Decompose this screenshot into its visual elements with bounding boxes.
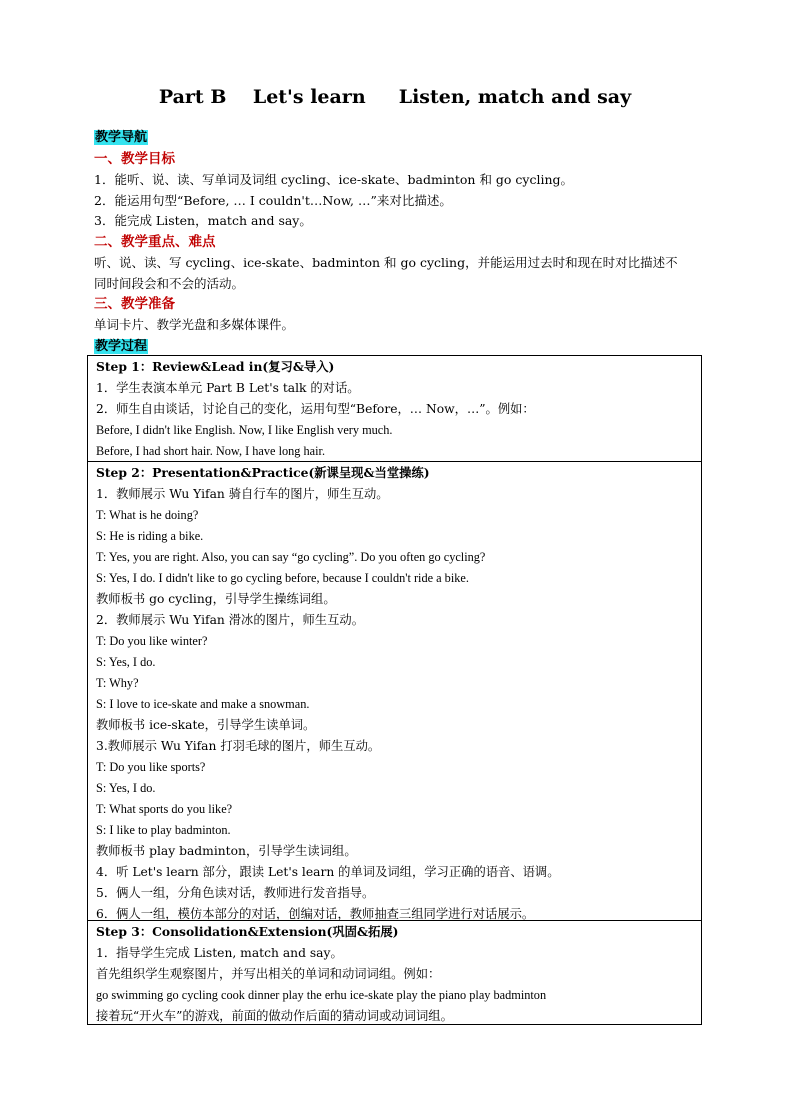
step-title: Step 3：Consolidation&Extension(巩固&拓展) [96,924,399,939]
step-line: T: What sports do you like? [96,802,233,816]
objectives-heading: 一、教学目标 [94,151,175,167]
step-line: S: I like to play badminton. [96,823,231,837]
key-points-heading: 二、教学重点、难点 [94,234,216,250]
nav-label-text: 教学导航 [95,130,148,145]
step-line: go swimming go cycling cook dinner play the erhu ice-skate play the piano play badminton [96,988,547,1002]
step-line: 2．师生自由谈话，讨论自己的变化，运用句型“Before，… Now，…”。例如： [96,402,535,416]
step-line: 4．听 Let's learn 部分，跟读 Let's learn 的单词及词组，学习正确的语音、语调。 [96,865,560,879]
page-title: Part B Let's learn Listen, match and say [158,86,632,108]
nav-label [94,129,148,146]
step-line: T: Do you like winter? [96,634,208,648]
step-title: Step 2：Presentation&Practice(新课呈现&当堂操练) [96,465,430,480]
step-line: 1．学生表演本单元 Part B Let's talk 的对话。 [96,381,360,395]
step-3-section [87,920,702,1025]
step-2-section [87,461,702,921]
step-line: S: Yes, I do. [96,781,156,795]
step-line: 教师板书 ice-skate，引导学生读单词。 [96,718,316,732]
step-line: 1．指导学生完成 Listen, match and say。 [96,946,343,960]
step-line: T: What is he doing? [96,508,199,522]
step-1-section [87,355,702,462]
key-points-line: 同时间段会和不会的活动。 [94,276,245,291]
step-line: S: I love to ice-skate and make a snowman. [96,697,310,711]
process-label-text: 教学过程 [95,339,148,354]
process-label [94,338,148,355]
step-line: Before, I had short hair. Now, I have long hair. [96,444,326,458]
preparation-text: 单词卡片、教学光盘和多媒体课件。 [94,317,295,332]
step-line: S: He is riding a bike. [96,529,204,543]
step-line: 2．教师展示 Wu Yifan 滑冰的图片，师生互动。 [96,613,364,627]
preparation-heading: 三、教学准备 [94,296,175,312]
objective-item: 3．能完成 Listen，match and say。 [94,213,312,228]
step-line: 3.教师展示 Wu Yifan 打羽毛球的图片，师生互动。 [96,739,381,753]
step-line: 6．俩人一组，模仿本部分的对话，创编对话，教师抽查三组同学进行对话展示。 [96,907,535,921]
step-line: 5．俩人一组，分角色读对话，教师进行发音指导。 [96,886,375,900]
step-line: 教师板书 play badminton，引导学生读词组。 [96,844,357,858]
step-line: S: Yes, I do. I didn't like to go cycling before, because I couldn't ride a bike. [96,571,469,585]
step-line: 1．教师展示 Wu Yifan 骑自行车的图片，师生互动。 [96,487,389,501]
step-line: 教师板书 go cycling，引导学生操练词组。 [96,592,336,606]
step-line: S: Yes, I do. [96,655,156,669]
step-line: 接着玩“开火车”的游戏，前面的做动作后面的猜动词或动词词组。 [96,1009,453,1023]
step-line: 首先组织学生观察图片，并写出相关的单词和动词词组。例如： [96,967,441,981]
objective-item: 2．能运用句型“Before, … I couldn't…Now, …”来对比描述。 [94,193,452,208]
step-line: Before, I didn't like English. Now, I like English very much. [96,423,393,437]
step-title: Step 1：Review&Lead in(复习&导入) [96,359,335,374]
step-line: T: Yes, you are right. Also, you can say “go cycling”. Do you often go cycling? [96,550,486,564]
step-line: T: Do you like sports? [96,760,206,774]
key-points-line: 听、说、读、写 cycling、ice-skate、badminton 和 go cycling，并能运用过去时和现在时对比描述不 [94,255,678,270]
step-line: T: Why? [96,676,139,690]
objective-item: 1．能听、说、读、写单词及词组 cycling、ice-skate、badminton 和 go cycling。 [94,172,574,187]
